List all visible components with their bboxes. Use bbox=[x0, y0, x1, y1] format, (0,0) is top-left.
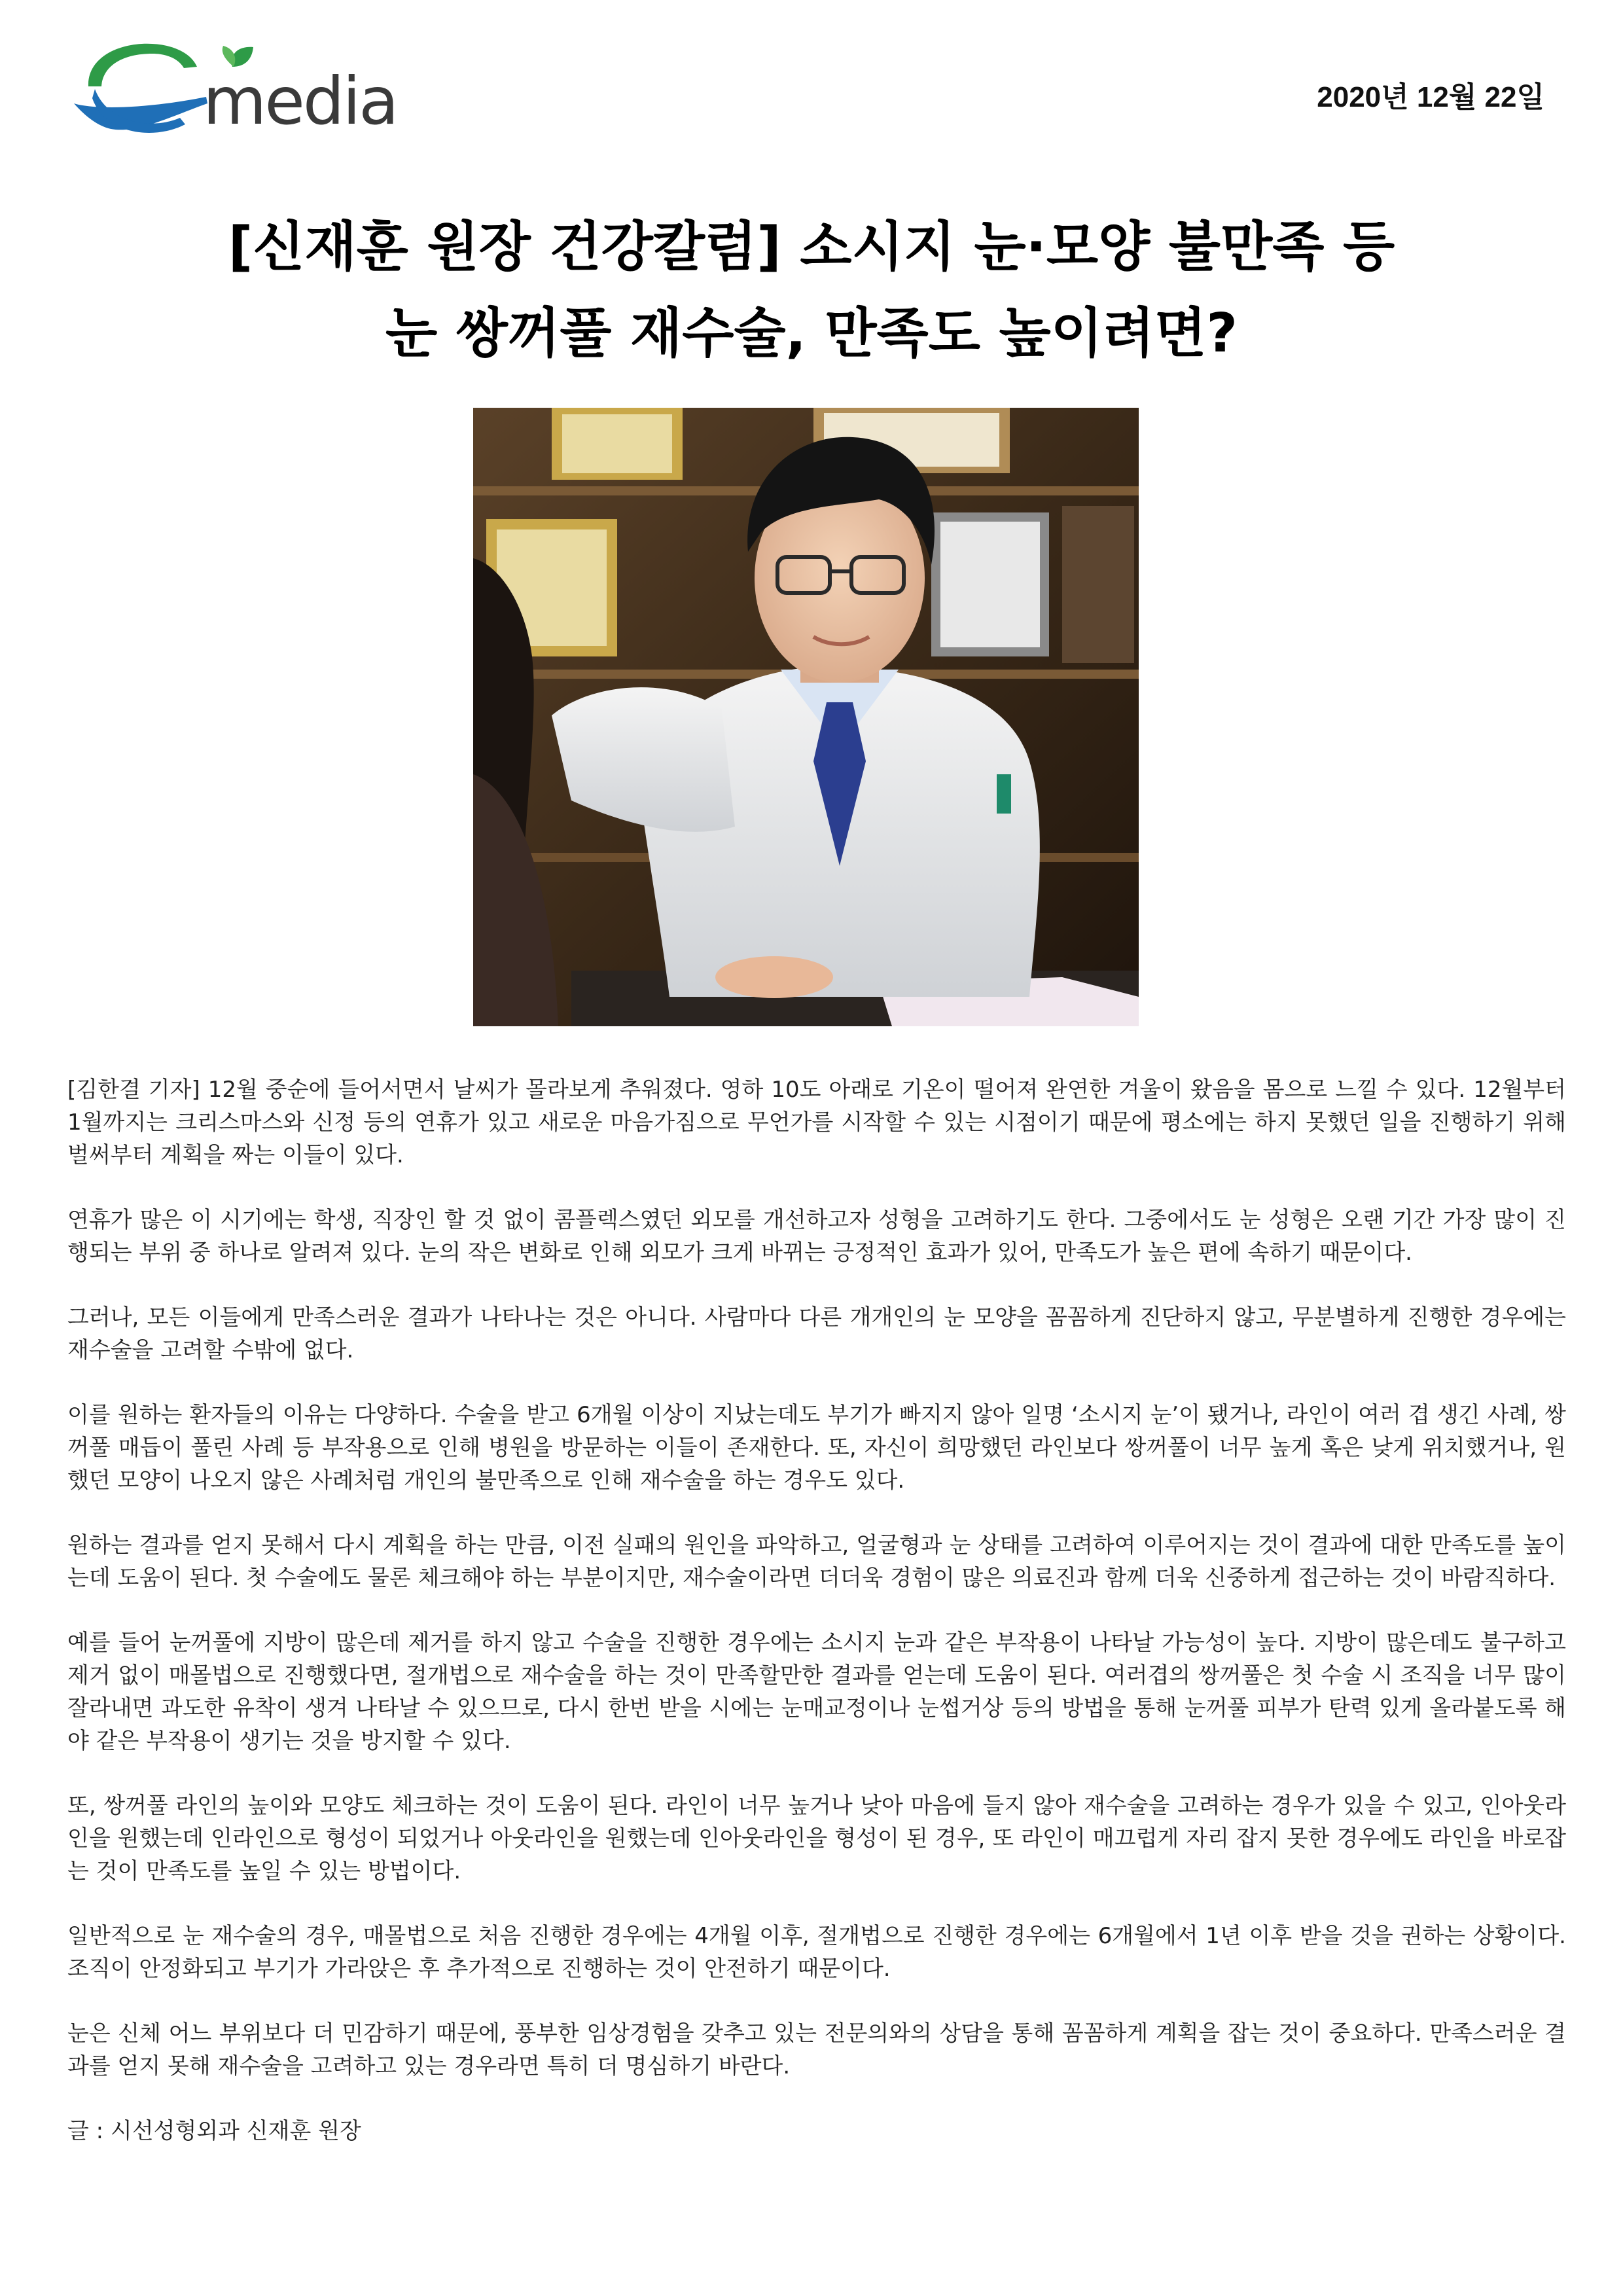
doctor-photo bbox=[473, 408, 1139, 1026]
article-paragraph-2: 연휴가 많은 이 시기에는 학생, 직장인 할 것 없이 콤플렉스였던 외모를 개선하고자 성형을 고려하기도 한다. 그중에서도 눈 성형은 오랜 기간 가장 많이 진행되는 부위 중 하나로 알려져 있다. 눈의 작은 변화로 인해 외모가 크게 바뀌는 긍정적인 효과가 있어, 만족도가 높은 편에 속하기 때문이다. bbox=[67, 1207, 1566, 1266]
logo-wordmark-text: media bbox=[203, 63, 397, 139]
article-paragraph-6: 예를 들어 눈꺼풀에 지방이 많은데 제거를 하지 않고 수술을 진행한 경우에는 소시지 눈과 같은 부작용이 나타날 가능성이 높다. 지방이 많은데도 불구하고 제거 없이 매몰법으로 진행했다면, 절개법으로 재수술을 하는 것이 만족할만한 결과를 얻는데 도움이 된다. 여러겹의 쌍꺼풀은 첫 수술 시 조직을 너무 많이 잘라내면 과도한 유착이 생겨 나타날 수 있으므로, 다시 한번 받을 시에는 눈매교정이나 눈썹거상 등의 방법을 통해 눈꺼풀 피부가 탄력 있게 올라붙도록 해야 같은 부작용이 생기는 것을 방지할 수 있다. bbox=[67, 1630, 1566, 1754]
article-byline: 글 : 시선성형외과 신재훈 원장 bbox=[67, 2118, 361, 2144]
publish-date: 2020년 12월 22일 bbox=[1317, 81, 1544, 113]
article-paragraph-7: 또, 쌍꺼풀 라인의 높이와 모양도 체크하는 것이 도움이 된다. 라인이 너무 높거나 낮아 마음에 들지 않아 재수술을 고려하는 경우가 있을 수 있고, 인아웃라인을 원했는데 인라인으로 형성이 되었거나 아웃라인을 원했는데 인아웃라인을 형성이 된 경우, 또 라인이 매끄럽게 자리 잡지 못한 경우에도 라인을 바로잡는 것이 만족도를 높일 수 있는 방법이다. bbox=[67, 1793, 1566, 1884]
article-paragraph-4: 이를 원하는 환자들의 이유는 다양하다. 수술을 받고 6개월 이상이 지났는데도 부기가 빠지지 않아 일명 ‘소시지 눈’이 됐거나, 라인이 여러 겹 생긴 사례, 쌍꺼풀 매듭이 풀린 사례 등 부작용으로 인해 병원을 방문하는 이들이 존재한다. 또, 자신이 희망했던 라인보다 쌍꺼풀이 너무 높게 혹은 낮게 위치했거나, 원했던 모양이 나오지 않은 사례처럼 개인의 불만족으로 인해 재수술을 하는 경우도 있다. bbox=[67, 1402, 1566, 1494]
article-paragraph-3: 그러나, 모든 이들에게 만족스러운 결과가 나타나는 것은 아니다. 사람마다 다른 개개인의 눈 모양을 꼼꼼하게 진단하지 않고, 무분별하게 진행한 경우에는 재수술을 고려할 수밖에 없다. bbox=[67, 1304, 1566, 1363]
article-paragraph-1: [김한결 기자] 12월 중순에 들어서면서 날씨가 몰라보게 추워졌다. 영하 10도 아래로 기온이 떨어져 완연한 겨울이 왔음을 몸으로 느낄 수 있다. 12월부터 1월까지는 크리스마스와 신정 등의 연휴가 있고 새로운 마음가짐으로 무언가를 시작할 수 있는 시점이기 때문에 평소에는 하지 못했던 일을 진행하기 위해 벌써부터 계획을 짜는 이들이 있다. bbox=[67, 1077, 1566, 1168]
article-headline bbox=[39, 204, 1584, 377]
article-paragraph-5: 원하는 결과를 얻지 못해서 다시 계획을 하는 만큼, 이전 실패의 원인을 파악하고, 얼굴형과 눈 상태를 고려하여 이루어지는 것이 결과에 대한 만족도를 높이는데 도움이 된다. 첫 수술에도 물론 체크해야 하는 부분이지만, 재수술이라면 더더욱 경험이 많은 의료진과 함께 더욱 신중하게 접근하는 것이 바람직하다. bbox=[67, 1532, 1566, 1591]
headline-line-1: [신재훈 원장 건강칼럼] 소시지 눈·모양 불만족 등 bbox=[228, 216, 1395, 278]
headline-line-2: 눈 쌍꺼풀 재수술, 만족도 높이려면? bbox=[385, 302, 1238, 365]
article-paragraph-9: 눈은 신체 어느 부위보다 더 민감하기 때문에, 풍부한 임상경험을 갖추고 있는 전문의와의 상담을 통해 꼼꼼하게 계획을 잡는 것이 중요하다. 만족스러운 결과를 얻지 못해 재수술을 고려하고 있는 경우라면 특히 더 명심하기 바란다. bbox=[67, 2020, 1566, 2079]
doctor-photo-image bbox=[473, 408, 1139, 1026]
emedia-logo bbox=[69, 26, 422, 137]
article-paragraph-8: 일반적으로 눈 재수술의 경우, 매몰법으로 처음 진행한 경우에는 4개월 이후, 절개법으로 진행한 경우에는 6개월에서 1년 이후 받을 것을 권하는 상황이다. 조직이 안정화되고 부기가 가라앉은 후 추가적으로 진행하는 것이 안전하기 때문이다. bbox=[67, 1923, 1566, 1982]
article-body bbox=[67, 1073, 1566, 2147]
